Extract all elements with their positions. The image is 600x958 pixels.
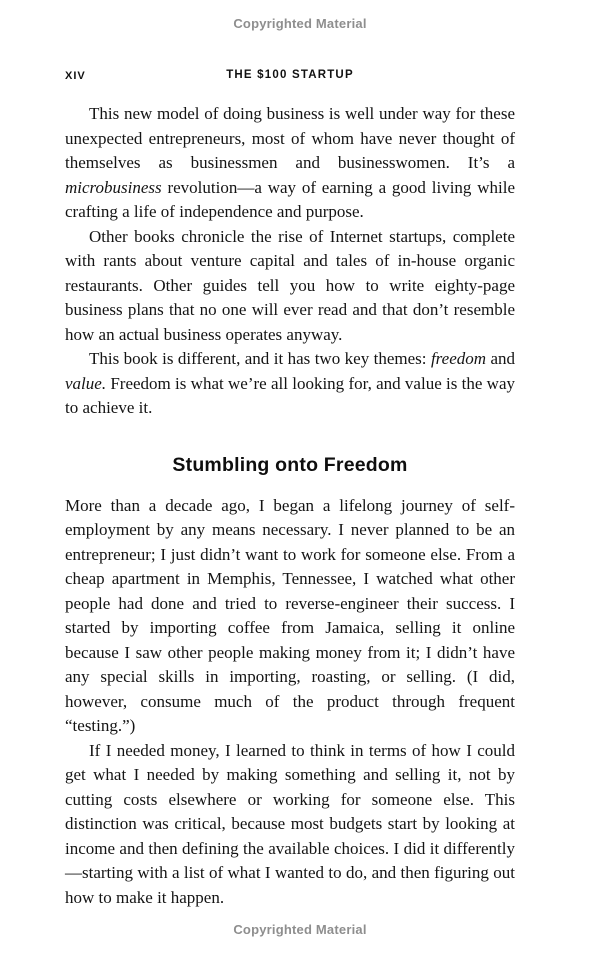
text-run: Other books chronicle the rise of Internet startups, complete with rants about venture capital and tales of in-house organic restaurants. Other guides tell you how to write eighty-page business plans that no one will ever read and that don’t resemble how an actual business operates anyway. — [65, 226, 515, 344]
text-run: Freedom is what we’re all looking for, and value is the way to achieve it. — [65, 373, 515, 417]
text-run: This book is different, and it has two key themes: — [89, 349, 431, 368]
paragraph — [65, 347, 515, 421]
copyright-notice-bottom: Copyrighted Material — [233, 922, 367, 937]
running-header — [65, 69, 515, 85]
text-run: and — [486, 349, 515, 368]
book-title-running-head: THE $100 STARTUP — [226, 69, 354, 81]
section-heading: Stumbling onto Freedom — [172, 453, 408, 476]
text-run: This new model of doing business is well under way for these unexpected entrepreneurs, most of whom have never thought of themselves as businessmen and businesswomen. It’s a — [65, 104, 515, 172]
italic-text-run: microbusiness — [65, 177, 162, 197]
text-run: If I needed money, I learned to think in terms of how I could get what I needed by making something and selling it, not by cutting costs elsewhere or working for someone else. This distinction was critical, because most budgets start by looking at income and then defining the available choices. I did it differently—starting with a list of what I wanted to do, and then figuring out how to make it happen. — [65, 740, 515, 907]
paragraph — [65, 739, 515, 911]
text-run: More than a decade ago, I began a lifelong journey of self-employment by any means necessary. I never planned to be an entrepreneur; I just didn’t want to work for someone else. From a cheap apartment in Memphis, Tennessee, I watched what other people had done and tried to reverse-engineer their success. I started by importing coffee from Jamaica, selling it online because I saw other people making money from it; I didn’t have any special skills in importing, roasting, or selling. (I did, however, consume much of the product through frequent “testing.”) — [65, 495, 515, 735]
italic-text-run: freedom — [430, 349, 487, 368]
paragraph — [65, 494, 515, 739]
text-run: revolution—a way of earning a good living while crafting a life of independence and purpose. — [65, 177, 515, 221]
copyright-notice-top: Copyrighted Material — [233, 16, 367, 31]
page-content — [65, 102, 515, 910]
paragraph — [65, 225, 515, 348]
italic-text-run: value. — [65, 373, 107, 393]
paragraph — [65, 102, 515, 225]
page-number: XIV — [65, 70, 86, 82]
